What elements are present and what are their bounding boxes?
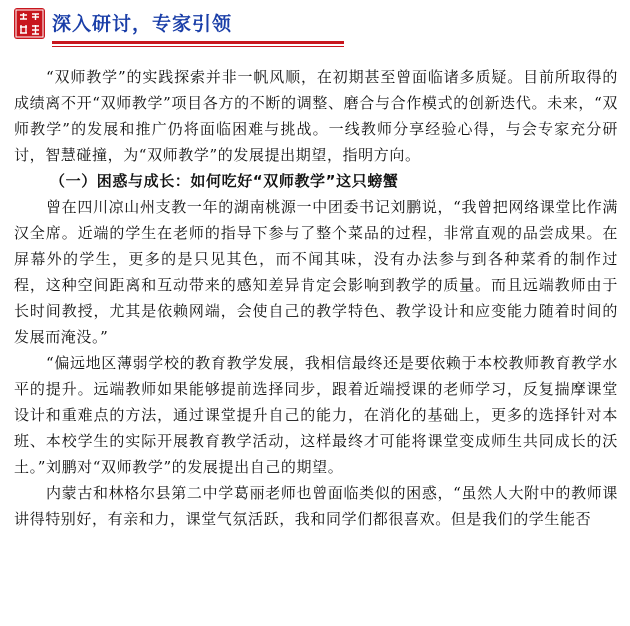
section-heading: （一）困惑与成长：如何吃好“双师教学”这只螃蟹 <box>50 172 399 190</box>
title-underline-thin <box>52 46 344 47</box>
body-paragraph-3: 内蒙古和林格尔县第二中学葛丽老师也曾面临类似的困惑，“虽然人大附中的教师课讲得特别好，有亲和力，课堂气氛活跃，我和同学们都很喜欢。但是我们的学生能否 <box>14 484 618 528</box>
course-design-seal-logo <box>14 8 45 39</box>
intro-paragraph: “双师教学”的实践探索并非一帆风顺，在初期甚至曾面临诸多质疑。目前所取得的成绩离不开“双师教学”项目各方的不断的调整、磨合与合作模式的创新迭代。未来，“双师教学”的发展和推广仍将面临困难与挑战。一线教师分享经验心得，与会专家充分研讨，智慧碰撞，为“双师教学”的发展提出期望，指明方向。 <box>14 68 618 164</box>
title-underline-thick <box>52 41 344 44</box>
seal-icon <box>14 8 45 39</box>
article-body <box>14 64 618 532</box>
body-paragraph-2: “偏远地区薄弱学校的教育教学发展，我相信最终还是要依赖于本校教师教育教学水平的提升。远端教师如果能够提前选择同步，跟着近端授课的老师学习，反复揣摩课堂设计和重难点的方法，通过课堂提升自己的能力，在消化的基础上，更多的选择针对本班、本校学生的实际开展教育教学活动，这样最终才可能将课堂变成师生共同成长的沃土。”刘鹏对“双师教学”的发展提出自己的期望。 <box>14 354 618 476</box>
body-paragraph-1: 曾在四川凉山州支教一年的湖南桃源一中团委书记刘鹏说，“我曾把网络课堂比作满汉全席。近端的学生在老师的指导下参与了整个菜品的过程，非常直观的品尝成果。在屏幕外的学生，更多的是只见其色，而不闻其味，没有办法参与到各种菜肴的制作过程，这种空间距离和互动带来的感知差异肯定会影响到教学的质量。而且远端教师由于长时间教授，尤其是依赖网端，会使自己的教学特色、教学设计和应变能力随着时间的发展而淹没。” <box>14 198 618 346</box>
page-header <box>14 8 344 48</box>
page-title: 深入研讨，专家引领 <box>52 13 233 35</box>
